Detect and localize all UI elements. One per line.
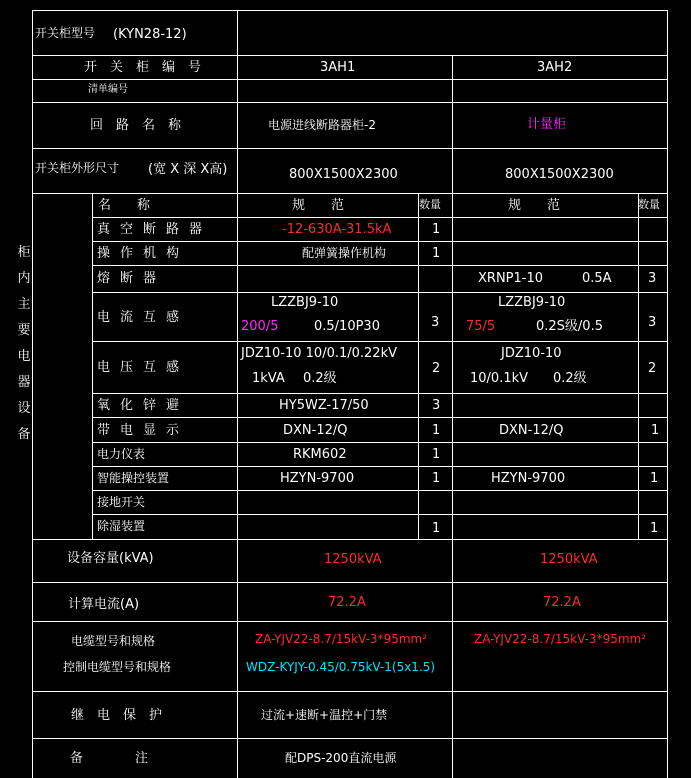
model-label: 开关柜型号 <box>35 26 96 40</box>
col2-current: 72.2A <box>543 595 581 610</box>
row-spec1a: LZZBJ9-10 <box>271 295 339 310</box>
row-spec1b: 1kVA <box>252 371 285 386</box>
row-spec1a: JDZ10-10 10/0.1/0.22kV <box>241 346 397 361</box>
col2-cabinet-no: 3AH2 <box>537 60 573 75</box>
col-header-name: 名 称 <box>98 198 151 213</box>
cable-label: 电缆型号和规格 <box>71 634 156 648</box>
col1-cabinet-no: 3AH1 <box>320 60 356 75</box>
col1-circuit: 电源进线断路器柜-2 <box>268 118 376 132</box>
capacity-label: 设备容量(kVA) <box>67 551 154 566</box>
row-qty2: 3 <box>648 315 657 330</box>
row-qty2: 2 <box>648 361 657 376</box>
row-name: 真空断路器 <box>97 222 213 237</box>
size-unit: (宽 X 深 X高) <box>148 162 228 177</box>
row-qty1: 2 <box>432 361 441 376</box>
row-spec1: HZYN-9700 <box>280 471 355 486</box>
equipment-section-label: 柜 内 主 要 电 器 设 备 <box>17 245 31 442</box>
row-name: 除湿装置 <box>97 519 146 533</box>
control-cable-label: 控制电缆型号和规格 <box>63 660 172 674</box>
col1-capacity: 1250kVA <box>324 552 382 567</box>
circuit-label: 回 路 名 称 <box>90 118 182 133</box>
row-name: 智能操控装置 <box>97 471 170 485</box>
col2-size: 800X1500X2300 <box>505 167 614 182</box>
row-qty1: 1 <box>432 521 441 536</box>
row-spec2a: JDZ10-10 <box>501 346 562 361</box>
row-spec2c: 0.2S级/0.5 <box>536 319 603 334</box>
col-header-spec1: 规 范 <box>292 198 345 213</box>
row-spec1: DXN-12/Q <box>283 423 348 438</box>
col2-cable: ZA-YJV22-8.7/15kV-3*95mm² <box>474 632 647 646</box>
row-name: 带电显示 <box>97 423 190 438</box>
col1-control-cable: WDZ-KYJY-0.45/0.75kV-1(5x1.5) <box>246 660 436 674</box>
row-spec1: -12-630A-31.5kA <box>282 222 392 237</box>
row-spec1c: 0.5/10P30 <box>314 319 380 334</box>
relay-label: 继 电 保 护 <box>71 708 163 723</box>
row-qty2: 3 <box>648 271 657 286</box>
remark-label: 备 注 <box>70 751 149 766</box>
col1-cable: ZA-YJV22-8.7/15kV-3*95mm² <box>255 632 428 646</box>
col1-remark: 配DPS-200直流电源 <box>285 751 397 765</box>
row-name: 电力仪表 <box>97 447 146 461</box>
row-name: 电流互感 <box>97 310 190 325</box>
row-spec1: RKM602 <box>293 447 347 462</box>
row-spec2c: 0.2级 <box>553 371 587 386</box>
row-qty1: 3 <box>431 315 440 330</box>
row-qty1: 1 <box>432 471 441 486</box>
row-qty2: 1 <box>651 423 660 438</box>
row-qty1: 1 <box>432 222 441 237</box>
row-name: 氧化锌避 <box>97 398 190 413</box>
row-qty1: 1 <box>432 447 441 462</box>
row-spec1: HY5WZ-17/50 <box>279 398 369 413</box>
row-spec1b: 200/5 <box>241 319 279 334</box>
row-spec2b: 10/0.1kV <box>470 371 529 386</box>
row-spec2b: 0.5A <box>582 271 612 286</box>
row-spec2b: 75/5 <box>466 319 496 334</box>
col1-size: 800X1500X2300 <box>289 167 398 182</box>
col-header-qty1: 数量 <box>419 198 441 211</box>
row-name: 接地开关 <box>97 495 146 509</box>
row-spec1c: 0.2级 <box>303 371 337 386</box>
row-name: 操作机构 <box>97 246 190 261</box>
row-name: 电压互感 <box>97 360 190 375</box>
size-label: 开关柜外形尺寸 <box>35 161 120 175</box>
row-qty2: 1 <box>650 471 659 486</box>
col-header-qty2: 数量 <box>638 198 660 211</box>
row-qty1: 1 <box>432 423 441 438</box>
col1-current: 72.2A <box>328 595 366 610</box>
row-qty1: 1 <box>432 246 441 261</box>
col2-capacity: 1250kVA <box>540 552 598 567</box>
cabinet-no-label: 开 关 柜 编 号 <box>84 60 202 75</box>
current-label: 计算电流(A) <box>68 597 140 612</box>
row-qty2: 1 <box>650 521 659 536</box>
row-spec2a: LZZBJ9-10 <box>498 295 566 310</box>
col-header-spec2: 规 范 <box>508 198 561 213</box>
list-no-label: 清单编号 <box>88 84 128 95</box>
row-qty1: 3 <box>432 398 441 413</box>
row-spec1: 配弹簧操作机构 <box>302 246 387 260</box>
row-name: 熔断器 <box>97 271 167 286</box>
row-spec2: HZYN-9700 <box>491 471 566 486</box>
model-value: (KYN28-12) <box>113 27 187 42</box>
col1-relay: 过流+速断+温控+门禁 <box>261 708 388 722</box>
row-spec2a: XRNP1-10 <box>478 271 544 286</box>
col2-circuit: 计量柜 <box>527 117 567 132</box>
row-spec2: DXN-12/Q <box>499 423 564 438</box>
